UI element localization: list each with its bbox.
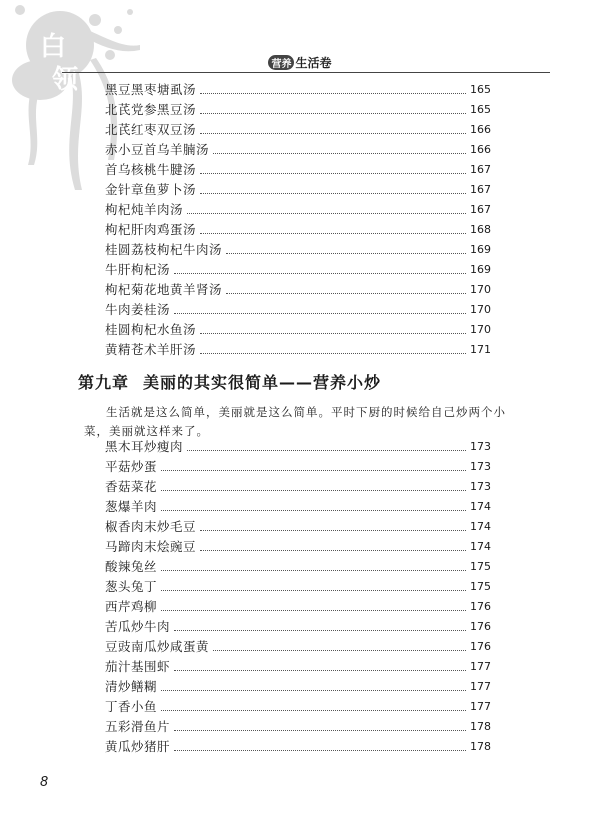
dot-leader bbox=[161, 490, 466, 491]
chapter-intro: 生活就是这么简单，美丽就是这么简单。平时下厨的时候给自己炒两个小菜，美丽就这样来了。 bbox=[84, 405, 506, 438]
toc-entry-title: 西芹鸡柳 bbox=[105, 599, 158, 614]
dot-leader bbox=[174, 730, 466, 731]
chapter-heading bbox=[78, 370, 381, 393]
toc-entry bbox=[105, 617, 491, 637]
toc-entry bbox=[105, 497, 491, 517]
toc-entry bbox=[105, 220, 491, 240]
toc-entry-page: 176 bbox=[470, 620, 491, 633]
toc-entry-page: 173 bbox=[470, 440, 491, 453]
toc-list-top bbox=[105, 80, 491, 360]
toc-entry-page: 169 bbox=[470, 243, 491, 256]
dot-leader bbox=[187, 213, 466, 214]
dot-leader bbox=[174, 670, 466, 671]
toc-entry-page: 167 bbox=[470, 183, 491, 196]
toc-entry bbox=[105, 697, 491, 717]
toc-entry-title: 牛肉姜桂汤 bbox=[105, 302, 171, 317]
toc-entry bbox=[105, 320, 491, 340]
toc-entry-title: 茄汁基围虾 bbox=[105, 659, 171, 674]
dot-leader bbox=[200, 93, 466, 94]
dot-leader bbox=[174, 313, 466, 314]
toc-entry-title: 马蹄肉末烩豌豆 bbox=[105, 539, 197, 554]
dot-leader bbox=[161, 690, 466, 691]
toc-entry-title: 椒香肉末炒毛豆 bbox=[105, 519, 197, 534]
running-header bbox=[0, 54, 600, 71]
toc-entry bbox=[105, 637, 491, 657]
toc-entry-title: 香菇菜花 bbox=[105, 479, 158, 494]
toc-entry-page: 175 bbox=[470, 560, 491, 573]
toc-entry bbox=[105, 200, 491, 220]
dot-leader bbox=[213, 153, 466, 154]
toc-entry bbox=[105, 717, 491, 737]
toc-entry bbox=[105, 280, 491, 300]
toc-entry-title: 苦瓜炒牛肉 bbox=[105, 619, 171, 634]
toc-entry-page: 177 bbox=[470, 700, 491, 713]
toc-entry bbox=[105, 140, 491, 160]
toc-entry-title: 清炒鳝糊 bbox=[105, 679, 158, 694]
dot-leader bbox=[200, 333, 466, 334]
dot-leader bbox=[174, 750, 466, 751]
toc-entry bbox=[105, 537, 491, 557]
dot-leader bbox=[200, 173, 466, 174]
dot-leader bbox=[200, 193, 466, 194]
dot-leader bbox=[161, 710, 466, 711]
toc-entry-title: 枸杞肝肉鸡蛋汤 bbox=[105, 222, 197, 237]
toc-entry-title: 豆豉南瓜炒咸蛋黄 bbox=[105, 639, 210, 654]
toc-entry-page: 167 bbox=[470, 203, 491, 216]
toc-entry bbox=[105, 477, 491, 497]
toc-entry-title: 葱爆羊肉 bbox=[105, 499, 158, 514]
toc-entry bbox=[105, 577, 491, 597]
dot-leader bbox=[161, 510, 466, 511]
header-badge: 营养 bbox=[268, 55, 294, 70]
toc-entry-page: 166 bbox=[470, 143, 491, 156]
toc-entry-title: 北芪红枣双豆汤 bbox=[105, 122, 197, 137]
header-rule bbox=[62, 72, 550, 73]
toc-entry-title: 牛肝枸杞汤 bbox=[105, 262, 171, 277]
toc-entry-page: 165 bbox=[470, 83, 491, 96]
toc-entry bbox=[105, 457, 491, 477]
logo-char-2: 领 bbox=[52, 65, 79, 95]
toc-entry-page: 167 bbox=[470, 163, 491, 176]
dot-leader bbox=[200, 550, 466, 551]
toc-entry bbox=[105, 100, 491, 120]
toc-entry-title: 平菇炒蛋 bbox=[105, 459, 158, 474]
toc-entry bbox=[105, 517, 491, 537]
dot-leader bbox=[161, 590, 466, 591]
toc-entry-title: 枸杞炖羊肉汤 bbox=[105, 202, 184, 217]
toc-entry-page: 170 bbox=[470, 283, 491, 296]
dot-leader bbox=[161, 570, 466, 571]
dot-leader bbox=[200, 133, 466, 134]
toc-entry-page: 173 bbox=[470, 480, 491, 493]
toc-entry bbox=[105, 80, 491, 100]
toc-entry bbox=[105, 300, 491, 320]
dot-leader bbox=[200, 353, 466, 354]
toc-entry-page: 178 bbox=[470, 740, 491, 753]
dot-leader bbox=[174, 630, 466, 631]
toc-entry-page: 175 bbox=[470, 580, 491, 593]
dot-leader bbox=[174, 273, 466, 274]
dot-leader bbox=[200, 113, 466, 114]
toc-entry-title: 桂圆荔枝枸杞牛肉汤 bbox=[105, 242, 223, 257]
toc-entry bbox=[105, 340, 491, 360]
toc-entry-page: 176 bbox=[470, 600, 491, 613]
toc-entry-page: 174 bbox=[470, 520, 491, 533]
toc-entry-title: 黄精苍术羊肝汤 bbox=[105, 342, 197, 357]
toc-entry bbox=[105, 737, 491, 757]
toc-entry-page: 178 bbox=[470, 720, 491, 733]
toc-entry bbox=[105, 557, 491, 577]
toc-entry-page: 177 bbox=[470, 680, 491, 693]
toc-entry-page: 171 bbox=[470, 343, 491, 356]
toc-entry-title: 酸辣兔丝 bbox=[105, 559, 158, 574]
toc-entry-title: 黄瓜炒猪肝 bbox=[105, 739, 171, 754]
chapter-title: 美丽的其实很简单——营养小炒 bbox=[143, 373, 382, 392]
toc-entry bbox=[105, 437, 491, 457]
toc-entry bbox=[105, 180, 491, 200]
toc-entry-page: 173 bbox=[470, 460, 491, 473]
toc-entry-page: 170 bbox=[470, 323, 491, 336]
toc-entry-page: 176 bbox=[470, 640, 491, 653]
toc-entry bbox=[105, 597, 491, 617]
dot-leader bbox=[187, 450, 466, 451]
dot-leader bbox=[226, 293, 466, 294]
toc-entry-title: 葱头兔丁 bbox=[105, 579, 158, 594]
toc-entry-title: 赤小豆首乌羊腩汤 bbox=[105, 142, 210, 157]
dot-leader bbox=[200, 233, 466, 234]
chapter-number: 第九章 bbox=[78, 373, 130, 392]
toc-entry-page: 177 bbox=[470, 660, 491, 673]
toc-entry-title: 桂圆枸杞水鱼汤 bbox=[105, 322, 197, 337]
dot-leader bbox=[161, 470, 466, 471]
toc-entry-page: 169 bbox=[470, 263, 491, 276]
toc-list-bottom bbox=[105, 437, 491, 757]
toc-entry-page: 166 bbox=[470, 123, 491, 136]
dot-leader bbox=[161, 610, 466, 611]
toc-entry bbox=[105, 260, 491, 280]
toc-entry bbox=[105, 120, 491, 140]
toc-entry-page: 170 bbox=[470, 303, 491, 316]
toc-entry-page: 168 bbox=[470, 223, 491, 236]
toc-entry-title: 丁香小鱼 bbox=[105, 699, 158, 714]
toc-entry-title: 枸杞菊花地黄羊肾汤 bbox=[105, 282, 223, 297]
toc-entry-page: 174 bbox=[470, 540, 491, 553]
toc-entry-title: 黑豆黑枣塘虱汤 bbox=[105, 82, 197, 97]
toc-entry-title: 金针章鱼萝卜汤 bbox=[105, 182, 197, 197]
dot-leader bbox=[226, 253, 466, 254]
toc-entry bbox=[105, 240, 491, 260]
toc-entry-title: 五彩滑鱼片 bbox=[105, 719, 171, 734]
toc-entry-page: 174 bbox=[470, 500, 491, 513]
toc-entry-page: 165 bbox=[470, 103, 491, 116]
dot-leader bbox=[200, 530, 466, 531]
toc-entry bbox=[105, 677, 491, 697]
logo-char-1: 白 bbox=[40, 32, 67, 62]
toc-entry bbox=[105, 160, 491, 180]
header-title: 生活卷 bbox=[295, 56, 332, 70]
toc-entry-title: 黑木耳炒瘦肉 bbox=[105, 439, 184, 454]
dot-leader bbox=[213, 650, 466, 651]
toc-entry-title: 北芪党参黑豆汤 bbox=[105, 102, 197, 117]
page-number: 8 bbox=[40, 775, 49, 790]
toc-entry-title: 首乌核桃牛腱汤 bbox=[105, 162, 197, 177]
toc-entry bbox=[105, 657, 491, 677]
